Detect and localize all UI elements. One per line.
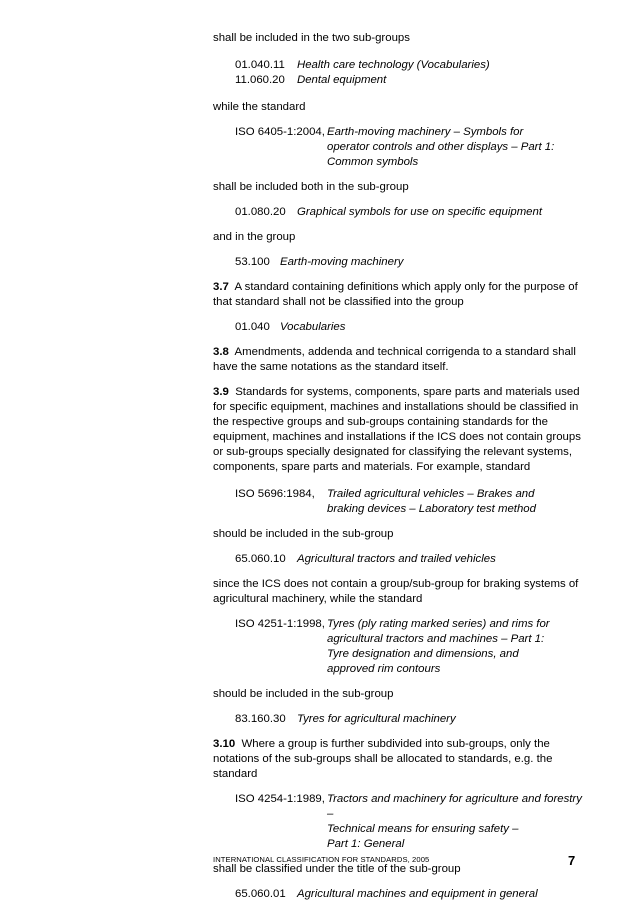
paragraph: and in the group — [213, 231, 296, 243]
clause-3-8 — [213, 345, 585, 375]
paragraph: should be included in the sub-group — [213, 688, 394, 700]
classification-entry — [213, 887, 585, 902]
clause-3-7 — [213, 280, 585, 310]
ics-code: 01.040 — [235, 321, 270, 333]
ics-title: Agricultural machines and equipment in general — [297, 888, 538, 900]
paragraph: should be included in the sub-group — [213, 528, 394, 540]
clause-3-10 — [213, 737, 585, 782]
ics-code: 01.080.20 — [235, 206, 286, 218]
ics-code: 65.060.01 — [235, 888, 286, 900]
ics-code: 01.040.11 — [235, 59, 285, 71]
classification-entry — [213, 552, 585, 567]
clause-3-9 — [213, 385, 585, 475]
clause-number: 3.8 — [213, 346, 229, 358]
standard-entry — [213, 617, 585, 677]
clause-number: 3.7 — [213, 281, 229, 293]
document-body — [213, 31, 585, 902]
classification-entry — [213, 712, 585, 727]
classification-entry — [213, 320, 585, 335]
standard-title: Trailed agricultural vehicles – Brakes and braking devices – Laboratory test method — [327, 488, 536, 515]
ics-title: Tyres for agricultural machinery — [297, 713, 456, 725]
ics-code: 83.160.30 — [235, 713, 286, 725]
classification-entry — [213, 205, 585, 220]
paragraph: shall be included in the two sub-groups — [213, 32, 410, 44]
clause-number: 3.9 — [213, 386, 229, 398]
page-number: 7 — [568, 853, 576, 868]
ics-code: 65.060.10 — [235, 553, 286, 565]
title-line: Technical means for ensuring safety – — [327, 823, 519, 835]
ics-title: Graphical symbols for use on specific equipment — [297, 206, 543, 218]
classification-entry — [213, 255, 585, 270]
clause-text: Where a group is further subdivided into sub-groups, only the notations of the sub-groups shall be allocated to standards, e.g. the standard — [213, 738, 553, 780]
title-line: Tractors and machinery for agriculture and forestry – — [327, 793, 582, 820]
standard-number: ISO 4254-1:1989, — [235, 793, 325, 805]
standard-number: ISO 6405-1:2004, — [235, 126, 325, 138]
ics-title: Vocabularies — [280, 321, 346, 333]
clause-number: 3.10 — [213, 738, 236, 750]
ics-code: 53.100 — [235, 256, 270, 268]
title-line: Part 1: General — [327, 838, 405, 850]
standard-entry — [213, 125, 585, 170]
clause-text: A standard containing definitions which apply only for the purpose of that standard shall not be classified into the group — [213, 281, 578, 308]
standard-entry — [213, 487, 585, 517]
clause-text: Standards for systems, components, spare parts and materials used for specific equipment, machines and installations should be classified in the respective groups and sub-groups containing standards for the equipment, machines and installations if the ICS does not contain groups or sub-groups specially designated for classifying the relevant systems, components, spare parts and materials. For example, standard — [213, 386, 581, 473]
ics-code: 11.060.20 — [235, 74, 285, 86]
standard-title — [327, 792, 585, 852]
classification-list — [213, 58, 585, 88]
standard-title: Tyres (ply rating marked series) and rims for agricultural tractors and machines – Part 1: Tyre designation and dimensions, and approved rim contours — [327, 618, 550, 675]
paragraph: while the standard — [213, 101, 306, 113]
classification-entry — [235, 58, 585, 73]
ics-title: Dental equipment — [297, 74, 387, 86]
page-footer: INTERNATIONAL CLASSIFICATION FOR STANDARDS, 2005 — [213, 855, 430, 864]
ics-title: Health care technology (Vocabularies) — [297, 59, 490, 71]
ics-title: Agricultural tractors and trailed vehicles — [297, 553, 496, 565]
standard-number: ISO 5696:1984, — [235, 488, 315, 500]
standard-number: ISO 4251-1:1998, — [235, 618, 325, 630]
paragraph: shall be included both in the sub-group — [213, 181, 409, 193]
standard-entry — [213, 792, 585, 852]
paragraph: since the ICS does not contain a group/sub-group for braking systems of agricultural machinery, while the standard — [213, 578, 579, 605]
classification-entry — [235, 73, 585, 88]
ics-title: Earth-moving machinery — [280, 256, 404, 268]
standard-title: Earth-moving machinery – Symbols for operator controls and other displays – Part 1: Common symbols — [327, 126, 555, 168]
clause-text: Amendments, addenda and technical corrigenda to a standard shall have the same notations as the standard itself. — [213, 346, 576, 373]
paragraph: shall be classified under the title of the sub-group — [213, 863, 461, 875]
